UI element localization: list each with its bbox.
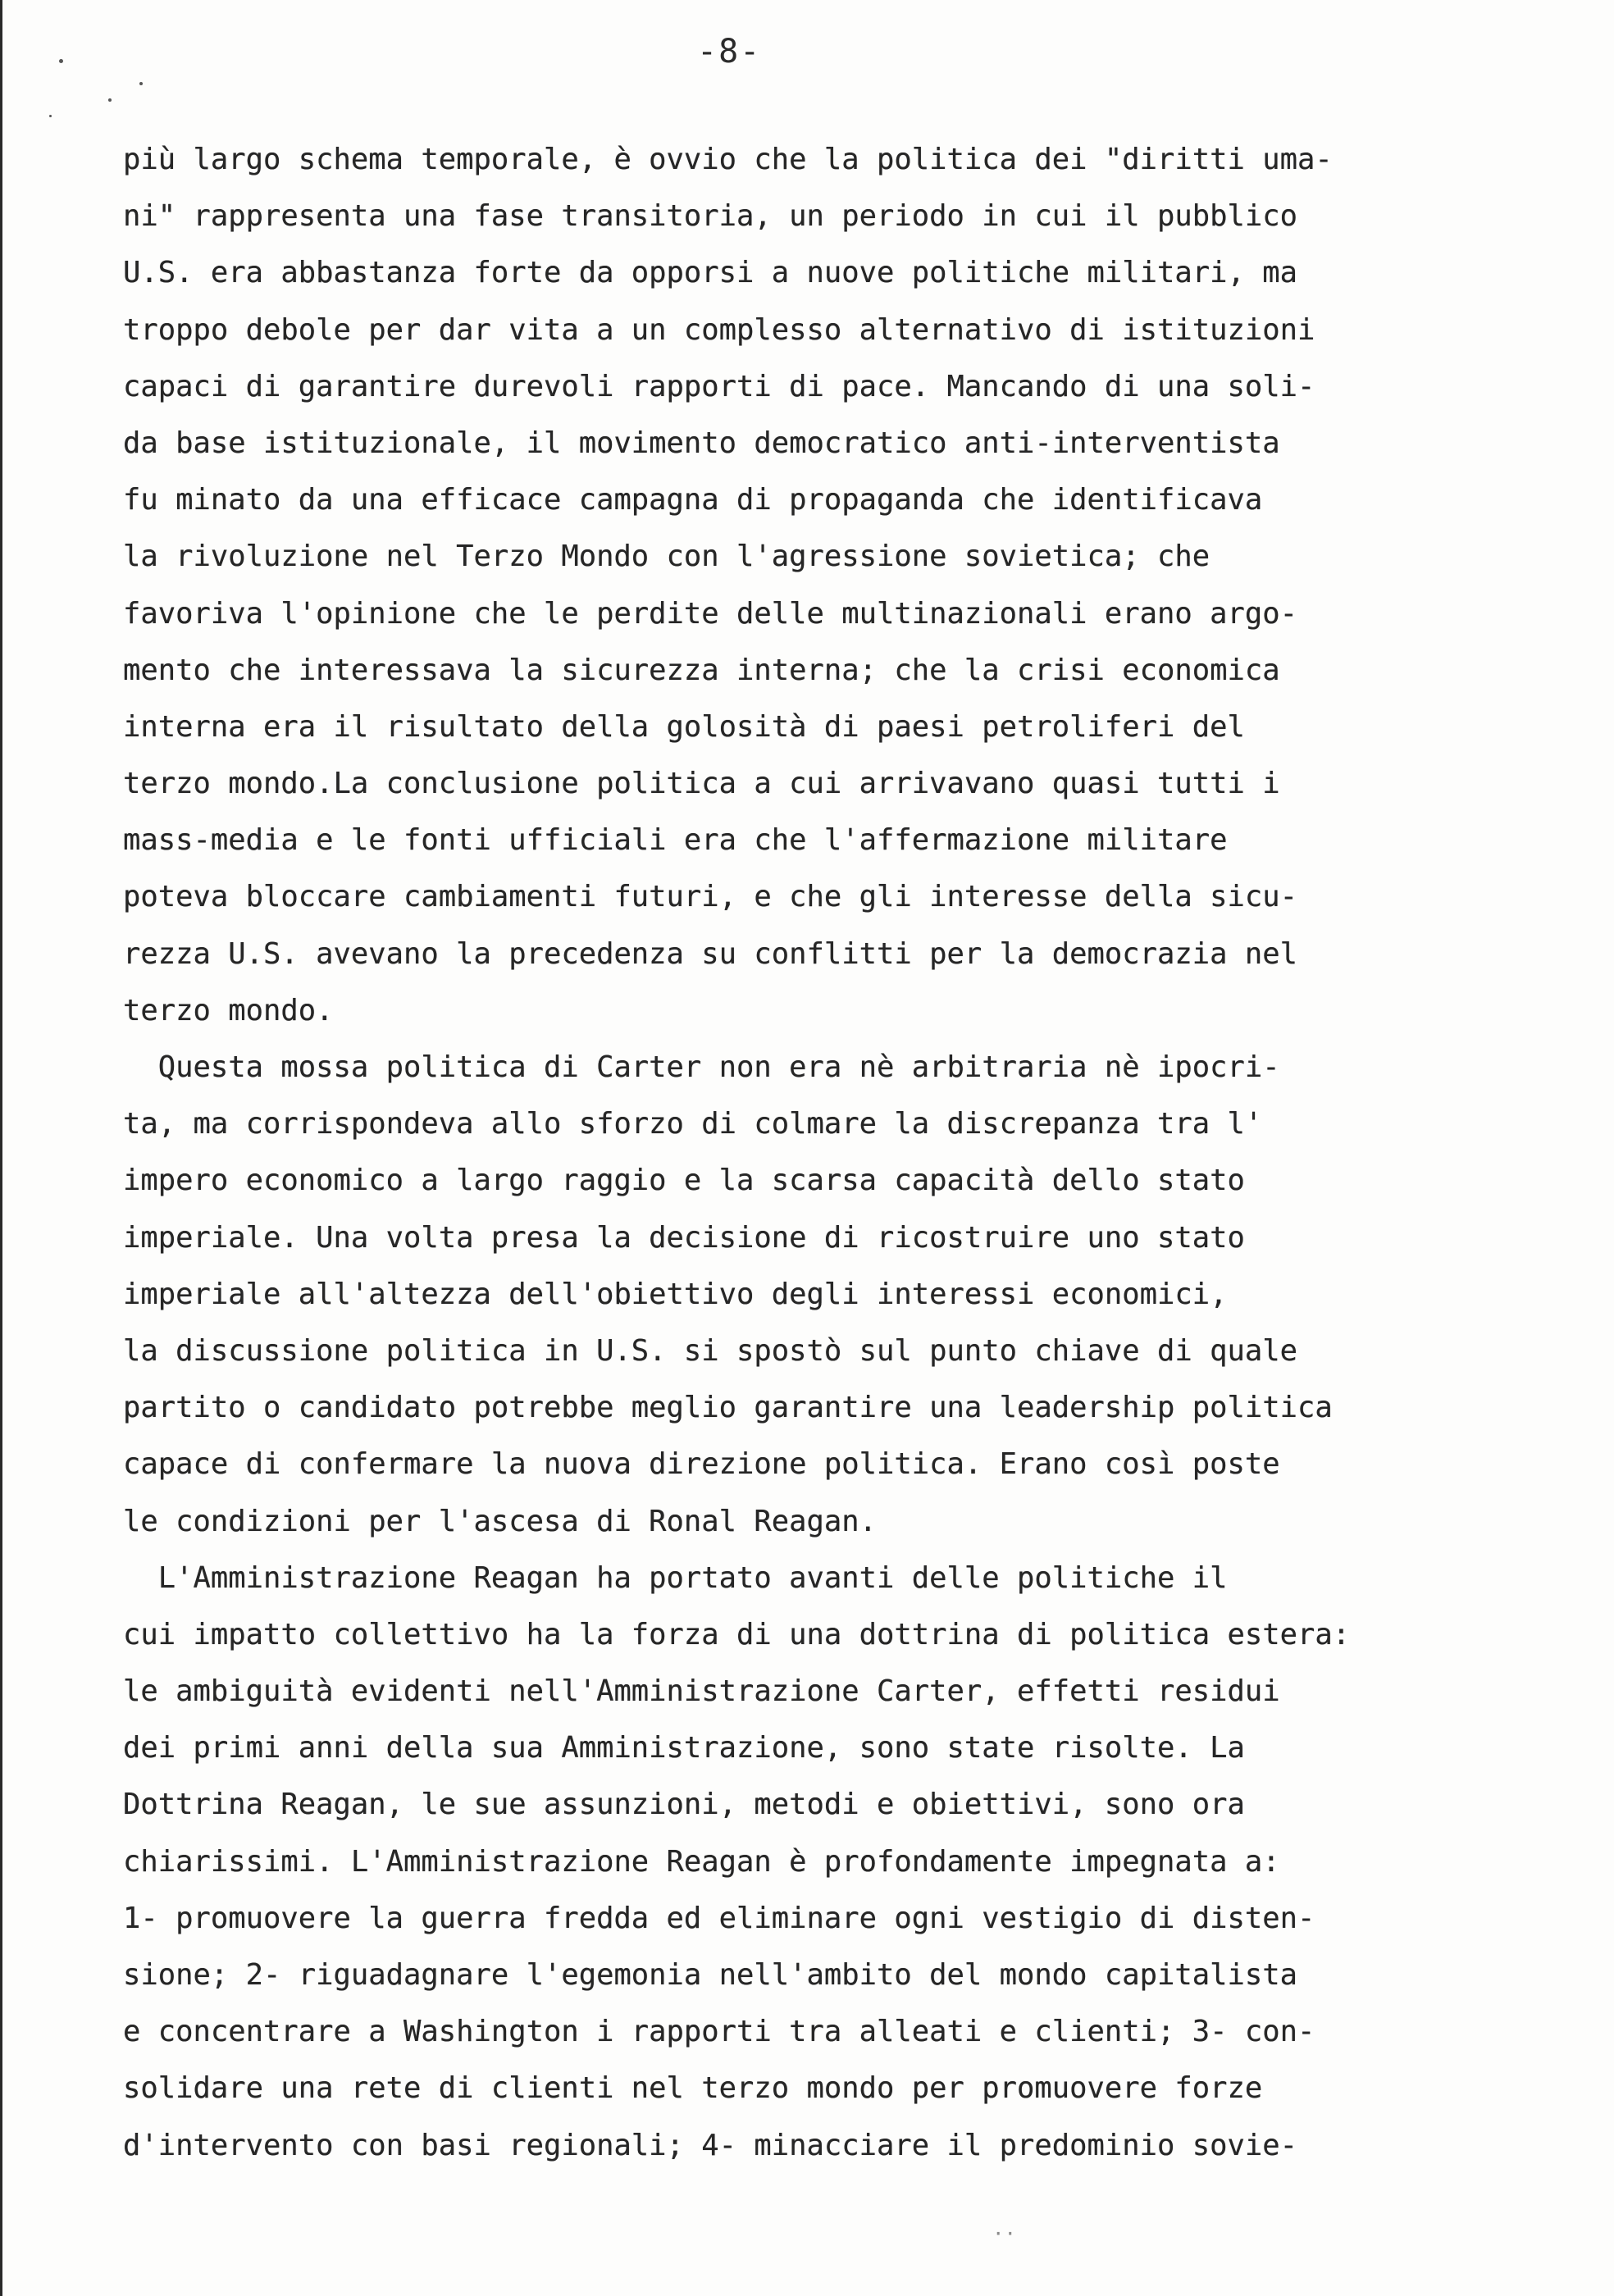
text-line: cui impatto collettivo ha la forza di una dottrina di politica estera: <box>123 1617 1351 1651</box>
text-line: favoriva l'opinione che le perdite delle multinazionali erano argo- <box>123 596 1297 631</box>
text-line: capaci di garantire durevoli rapporti di pace. Mancando di una soli- <box>123 369 1315 403</box>
body-text <box>123 131 1534 2174</box>
text-line: d'intervento con basi regionali; 4- minacciare il predominio sovie- <box>123 2128 1297 2162</box>
text-line: fu minato da una efficace campagna di propaganda che identificava <box>123 483 1263 517</box>
text-line: rezza U.S. avevano la precedenza su conflitti per la democrazia nel <box>123 936 1297 971</box>
text-line: Questa mossa politica di Carter non era nè arbitraria nè ipocri- <box>123 1050 1280 1084</box>
text-line: più largo schema temporale, è ovvio che la politica dei "diritti uma- <box>123 143 1333 176</box>
text-line: 1- promuovere la guerra fredda ed eliminare ogni vestigio di disten- <box>123 1901 1315 1935</box>
text-line: imperiale. Una volta presa la decisione di ricostruire uno stato <box>123 1220 1245 1255</box>
page-edge-rule <box>0 0 2 2296</box>
scan-speck <box>59 59 63 63</box>
text-line: dei primi anni della sua Amministrazione, sono state risolte. La <box>123 1731 1245 1765</box>
text-line: ta, ma corrispondeva allo sforzo di colmare la discrepanza tra l' <box>123 1107 1263 1141</box>
text-line: L'Amministrazione Reagan ha portato avanti delle politiche il <box>123 1560 1228 1595</box>
footer-mark: ·· <box>992 2222 1016 2245</box>
text-line: la discussione politica in U.S. si spostò sul punto chiave di quale <box>123 1333 1297 1368</box>
text-line: le condizioni per l'ascesa di Ronal Reagan. <box>123 1504 878 1538</box>
text-line: imperiale all'altezza dell'obiettivo degli interessi economici, <box>123 1277 1228 1311</box>
scan-speck <box>139 82 143 85</box>
text-line: le ambiguità evidenti nell'Amministrazione Carter, effetti residui <box>123 1674 1280 1709</box>
scan-speck <box>49 115 52 117</box>
text-line: da base istituzionale, il movimento democratico anti-interventista <box>123 426 1280 460</box>
text-line: terzo mondo. <box>123 993 334 1027</box>
text-line: solidare una rete di clienti nel terzo mondo per promuovere forze <box>123 2071 1263 2106</box>
text-line: impero economico a largo raggio e la scarsa capacità dello stato <box>123 1164 1245 1198</box>
text-line: U.S. era abbastanza forte da opporsi a nuove politiche militari, ma <box>123 256 1297 290</box>
text-line: ni" rappresenta una fase transitoria, un periodo in cui il pubblico <box>123 199 1297 234</box>
text-line: terzo mondo.La conclusione politica a cui arrivavano quasi tutti i <box>123 767 1280 801</box>
text-line: capace di confermare la nuova direzione politica. Erano così poste <box>123 1447 1280 1482</box>
text-line: poteva bloccare cambiamenti futuri, e che gli interesse della sicu- <box>123 880 1297 914</box>
text-line: la rivoluzione nel Terzo Mondo con l'agressione sovietica; che <box>123 540 1210 574</box>
text-line: sione; 2- riguadagnare l'egemonia nell'ambito del mondo capitalista <box>123 1958 1297 1992</box>
text-line: mento che interessava la sicurezza interna; che la crisi economica <box>123 653 1280 687</box>
text-line: Dottrina Reagan, le sue assunzioni, metodi e obiettivi, sono ora <box>123 1788 1245 1822</box>
text-line: partito o candidato potrebbe meglio garantire una leadership politica <box>123 1391 1333 1425</box>
text-line: chiarissimi. L'Amministrazione Reagan è profondamente impegnata a: <box>123 1844 1280 1879</box>
scan-speck <box>108 98 112 102</box>
text-line: e concentrare a Washington i rapporti tra alleati e clienti; 3- con- <box>123 2015 1315 2049</box>
text-line: mass-media e le fonti ufficiali era che l'affermazione militare <box>123 823 1228 858</box>
page-number: -8- <box>697 33 762 71</box>
text-line: interna era il risultato della golosità di paesi petroliferi del <box>123 709 1245 744</box>
text-line: troppo debole per dar vita a un complesso alternativo di istituzioni <box>123 312 1315 347</box>
